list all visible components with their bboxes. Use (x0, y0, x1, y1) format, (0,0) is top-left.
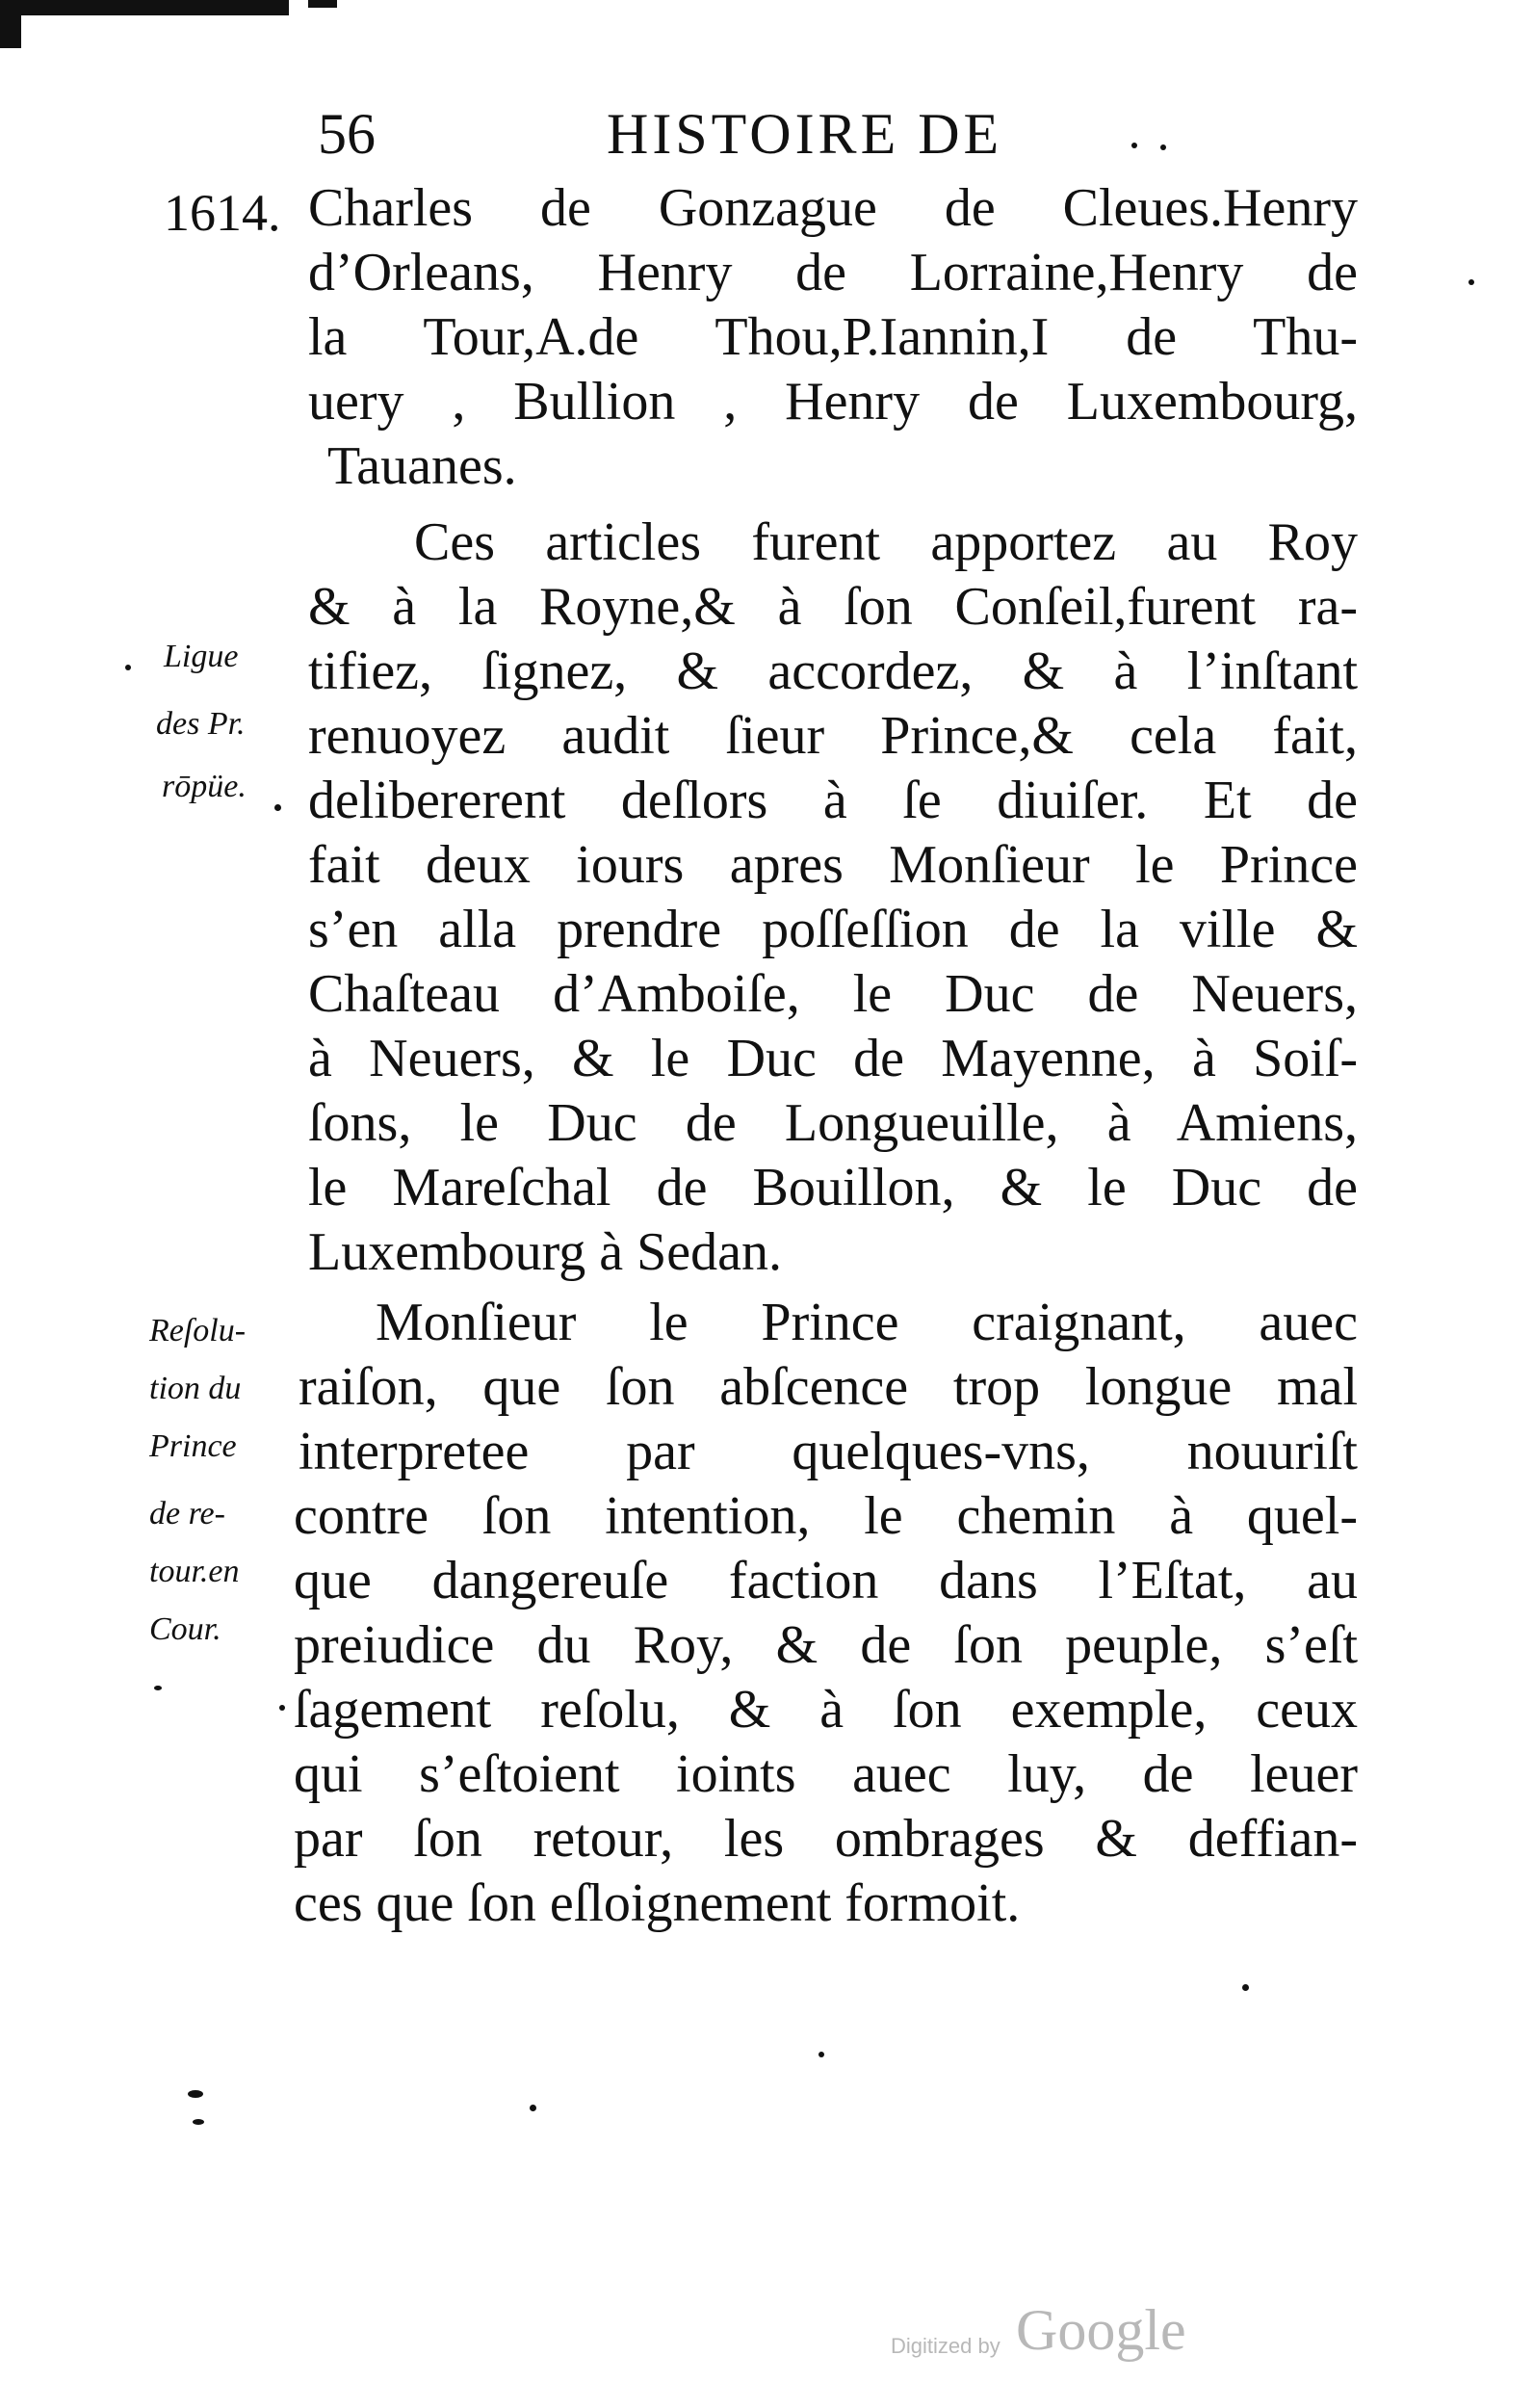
text-line: ces que ſon eſloignement formoit. (294, 1873, 1021, 1933)
text-line: Tauanes. (327, 436, 517, 496)
year-marginalia: 1614. (164, 184, 281, 242)
text-line: Ces articles furent apportez au Roy (414, 512, 1358, 572)
scan-speck (188, 2090, 203, 2098)
scan-edge-mark (0, 0, 289, 15)
text-line: à Neuers, & le Duc de Mayenne, à Soiſ- (308, 1029, 1358, 1088)
margin-note-line: tour.en (149, 1554, 240, 1589)
watermark-small-text: Digitized by (891, 2334, 1000, 2358)
margin-note-line: Prince (149, 1428, 237, 1464)
text-line: Monſieur le Prince craignant, auec (376, 1293, 1358, 1352)
margin-note-line: des Pr. (156, 706, 246, 742)
scan-speck (1468, 279, 1474, 285)
scan-edge-mark (308, 0, 337, 8)
margin-note-line: Reſolu- (149, 1313, 247, 1348)
scan-speck (1131, 143, 1137, 148)
text-line: Chaſteau d’Amboiſe, le Duc de Neuers, (308, 964, 1358, 1024)
margin-note-line: de re- (149, 1496, 225, 1531)
scan-speck (154, 1686, 162, 1690)
text-line: contre ſon intention, le chemin à quel- (294, 1486, 1358, 1546)
scan-speck (1242, 1984, 1249, 1991)
text-line: par ſon retour, les ombrages & deffian- (294, 1809, 1358, 1869)
text-line: ſons, le Duc de Longueuille, à Amiens, (308, 1093, 1358, 1153)
scan-edge-mark (0, 0, 21, 48)
scan-speck (279, 1705, 285, 1711)
text-line: ſagement reſolu, & à ſon exemple, ceux (294, 1680, 1358, 1740)
margin-note-line: tion du (149, 1371, 242, 1406)
text-line: interpretee par quelques-vns, nouuriſt (299, 1422, 1358, 1481)
scan-speck (1160, 144, 1166, 150)
scan-speck (818, 2052, 824, 2057)
scan-speck (125, 665, 131, 670)
digitized-by-google-watermark (891, 2297, 1208, 2365)
page-header (318, 101, 1184, 178)
text-line: le Mareſchal de Bouillon, & le Duc de (308, 1158, 1358, 1217)
scan-speck (274, 804, 281, 811)
text-line: que dangereuſe faction dans l’Eſtat, au (294, 1551, 1358, 1610)
text-line: s’en alla prendre poſſeſſion de la ville & (308, 900, 1358, 959)
running-title: HISTOIRE DE (607, 102, 1003, 166)
text-line: tifiez, ſignez, & accordez, & à l’inſtant (308, 641, 1358, 701)
text-line: d’Orleans, Henry de Lorraine,Henry de (308, 243, 1358, 302)
text-line: raiſon, que ſon abſcence trop longue mal (299, 1357, 1358, 1417)
text-line: renuoyez audit ſieur Prince,& cela fait, (308, 706, 1358, 766)
text-line: preiudice du Roy, & de ſon peuple, s’eſt (294, 1615, 1358, 1675)
text-line: fait deux iours apres Monſieur le Prince (308, 835, 1358, 895)
text-line: Luxembourg à Sedan. (308, 1222, 782, 1282)
text-line: uery , Bullion , Henry de Luxembourg, (308, 372, 1358, 432)
text-line: delibererent deſlors à ſe diuiſer. Et de (308, 771, 1358, 830)
page-number: 56 (318, 102, 376, 166)
google-logo-text: Google (1016, 2298, 1186, 2362)
scan-speck (530, 2105, 536, 2111)
margin-note-line: Cour. (149, 1611, 221, 1647)
scan-speck (193, 2119, 204, 2125)
text-line: la Tour,A.de Thou,P.Iannin,I de Thu- (308, 307, 1358, 367)
margin-note-line: rōpüe. (162, 769, 247, 804)
text-line: & à la Royne,& à ſon Conſeil,furent ra- (308, 577, 1358, 637)
margin-note-line: Ligue (164, 639, 239, 674)
text-line: Charles de Gonzague de Cleues.Henry (308, 178, 1358, 238)
text-line: qui s’eſtoient ioints auec luy, de leuer (294, 1744, 1358, 1804)
